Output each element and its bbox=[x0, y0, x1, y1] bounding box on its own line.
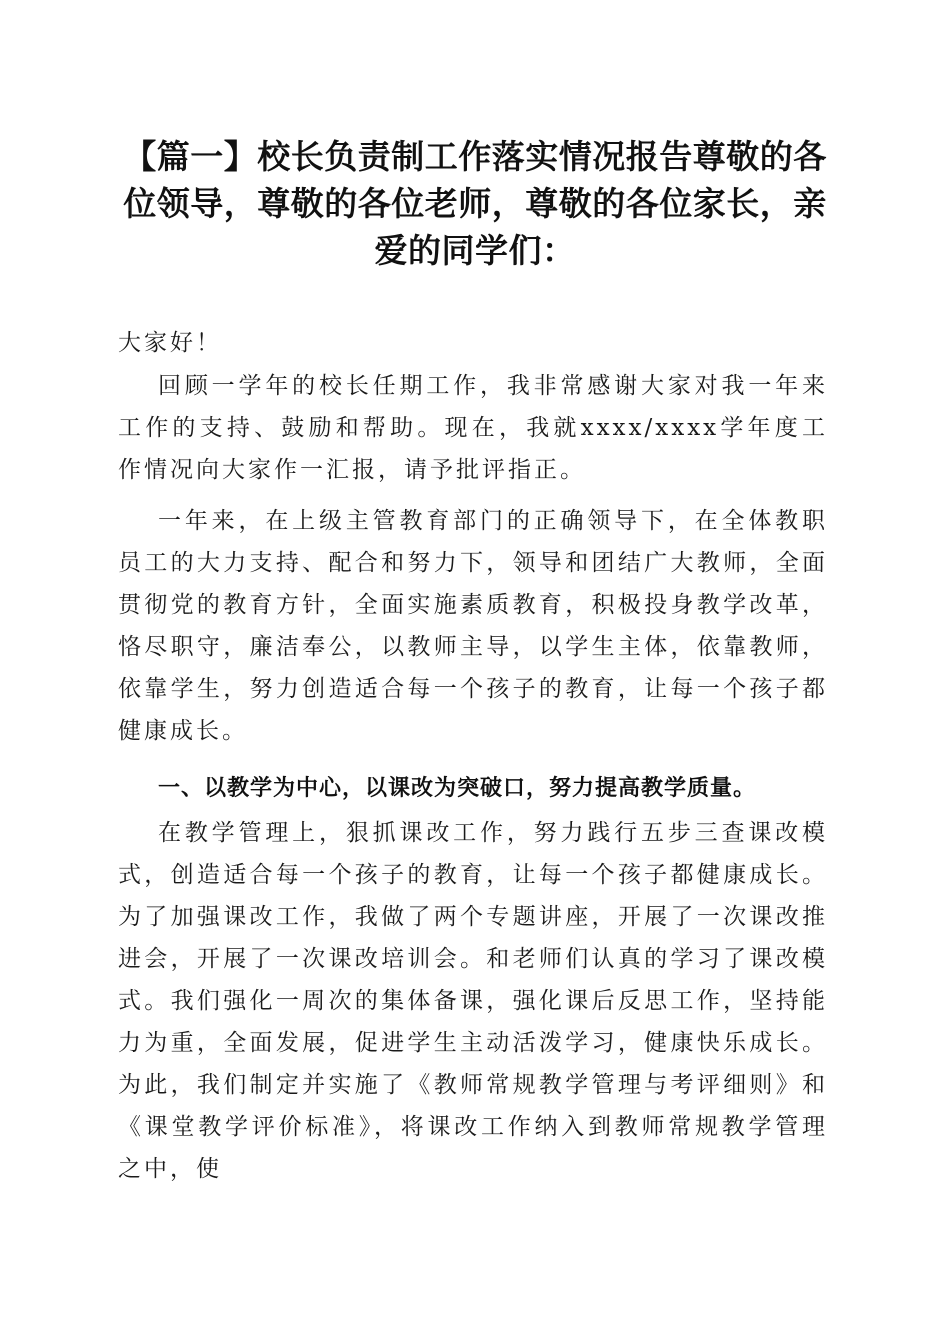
paragraph-review: 回顾一学年的校长任期工作，我非常感谢大家对我一年来工作的支持、鼓励和帮助。现在，我就xxxx/xxxx学年度工作情况向大家作一汇报，请予批评指正。 bbox=[118, 373, 828, 483]
paragraph-teaching-management: 在教学管理上，狠抓课改工作，努力践行五步三查课改模式，创造适合每一个孩子的教育，让每一个孩子都健康成长。为了加强课改工作，我做了两个专题讲座，开展了一次课改推进会，开展了一次课改培训会。和老师们认真的学习了课改模式。我们强化一周次的集体备课，强化课后反思工作，坚持能力为重，全面发展，促进学生主动活泼学习，健康快乐成长。为此，我们制定并实施了《教师常规教学管理与考评细则》和《课堂教学评价标准》，将课改工作纳入到教师常规教学管理之中，使 bbox=[118, 820, 828, 1182]
document-title: 【篇一】校长负责制工作落实情况报告尊敬的各位领导，尊敬的各位老师，尊敬的各位家长，亲爱的同学们： bbox=[123, 137, 827, 270]
greeting-line: 大家好！ bbox=[118, 330, 222, 356]
paragraph-overview: 一年来，在上级主管教育部门的正确领导下，在全体教职员工的大力支持、配合和努力下，领导和团结广大教师，全面贯彻党的教育方针，全面实施素质教育，积极投身教学改革，恪尽职守，廉洁奉公，以教师主导，以学生主体，依靠教师，依靠学生，努力创造适合每一个孩子的教育，让每一个孩子都健康成长。 bbox=[118, 508, 828, 744]
section-heading-teaching: 一、以教学为中心，以课改为突破口，努力提高教学质量。 bbox=[158, 776, 757, 801]
